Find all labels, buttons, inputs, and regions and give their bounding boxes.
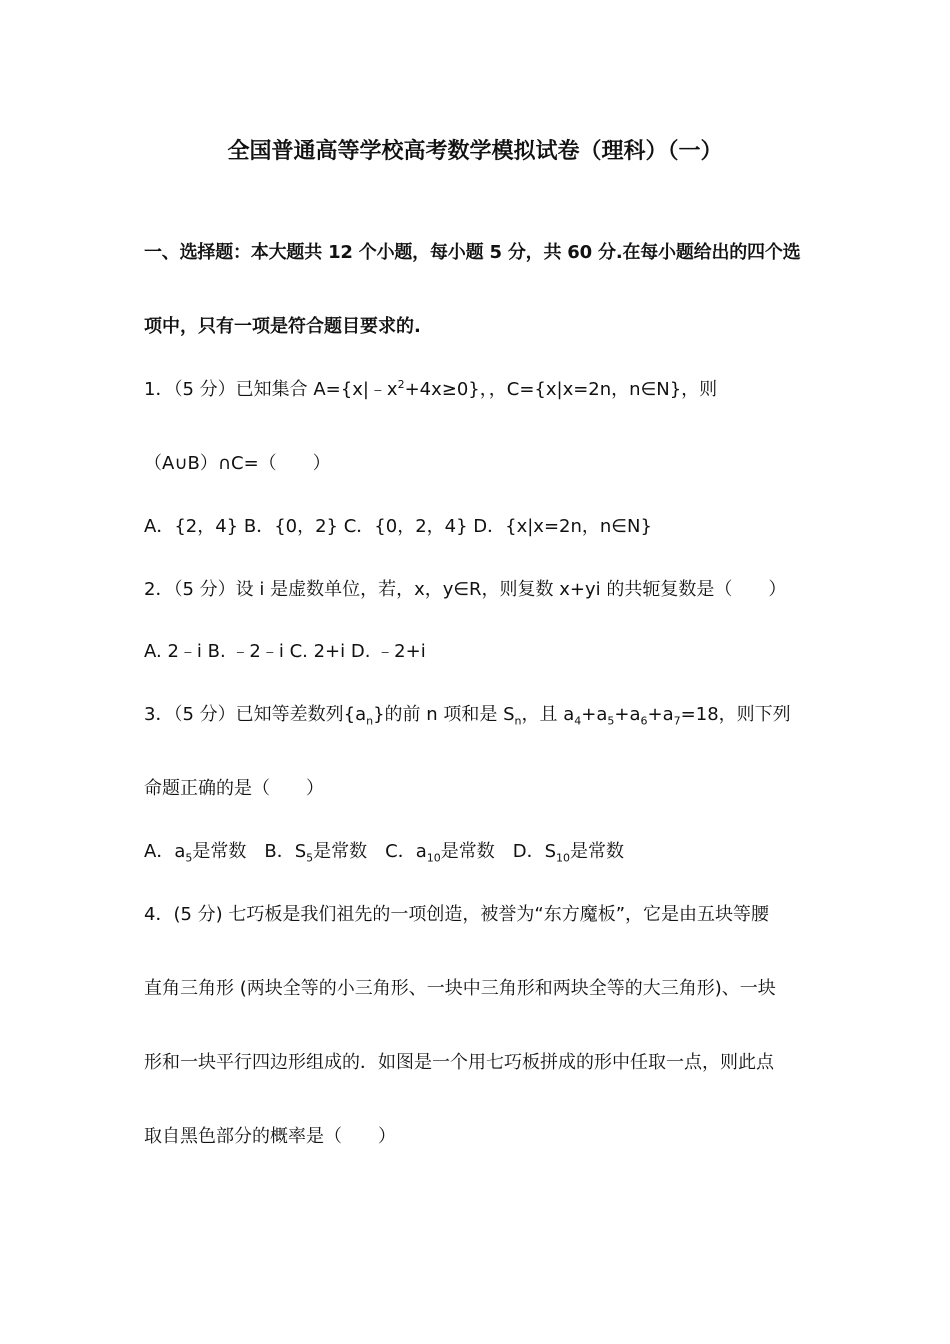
question-4-stem-line-3: 形和一块平行四边形组成的．如图是一个用七巧板拼成的形中任取一点，则此点 [144, 1052, 774, 1073]
q3-option-subscript: 10 [426, 851, 441, 865]
q3-text: 3．（5 分）已知等差数列{a [144, 704, 367, 725]
question-3-stem [144, 703, 812, 727]
q3-subscript: n [514, 714, 522, 728]
question-2-stem: 2．（5 分）设 i 是虚数单位，若，x，y∈R，则复数 x+yi 的共轭复数是（ ） [144, 579, 787, 600]
q3-text: +a [647, 704, 674, 725]
question-3-options [144, 840, 812, 864]
q3-option-subscript: 5 [185, 851, 193, 865]
q3-option-text: A．a [144, 841, 186, 862]
q3-text: +a [581, 704, 608, 725]
question-4-stem-line-1: 4．(5 分) 七巧板是我们祖先的一项创造，被誉为“东方魔板”，它是由五块等腰 [144, 904, 770, 925]
question-4-stem-line-2: 直角三角形 (两块全等的小三角形、一块中三角形和两块全等的大三角形)、一块 [144, 978, 776, 999]
page-title: 全国普通高等学校高考数学模拟试卷（理科）（一） [227, 139, 723, 164]
section-heading-line-2: 项中，只有一项是符合题目要求的. [144, 316, 421, 337]
q3-option-text: 是常数 D．S [440, 841, 557, 862]
question-1-options: A．{2，4} B．{0，2} C．{0，2，4} D．{x|x=2n，n∈N} [144, 516, 652, 537]
q3-text: +a [614, 704, 641, 725]
q3-option-text: 是常数 [570, 841, 625, 862]
q3-subscript: 7 [673, 714, 681, 728]
q1-text-b: +4x≥0}，，C={x|x=2n，n∈N}，则 [404, 379, 718, 400]
q3-subscript: 4 [574, 714, 582, 728]
question-1-stem [144, 378, 812, 402]
q3-option-text: 是常数 C．a [313, 841, 427, 862]
q3-text: }的前 n 项和是 S [373, 704, 515, 725]
q1-text-a: 1．（5 分）已知集合 A={x|﹣x [144, 379, 398, 400]
q3-subscript: n [366, 714, 374, 728]
question-2-options: A. 2﹣i B. ﹣2﹣i C. 2+i D. ﹣2+i [144, 641, 426, 662]
q3-subscript: 5 [607, 714, 615, 728]
q1-superscript: 2 [397, 378, 405, 391]
q3-subscript: 6 [640, 714, 648, 728]
q3-option-text: 是常数 B．S [192, 841, 307, 862]
q3-option-subscript: 10 [556, 851, 571, 865]
q3-text: =18，则下列 [680, 704, 791, 725]
question-1-stem-line-2: （A∪B）∩C=（ ） [144, 453, 331, 474]
question-3-stem-line-2: 命题正确的是（ ） [144, 778, 324, 799]
question-4-stem-line-4: 取自黑色部分的概率是（ ） [144, 1126, 396, 1147]
q3-option-subscript: 5 [306, 851, 314, 865]
q3-text: ，且 a [521, 704, 575, 725]
section-heading-line-1: 一、选择题：本大题共 12 个小题，每小题 5 分，共 60 分.在每小题给出的四个选 [144, 242, 801, 263]
